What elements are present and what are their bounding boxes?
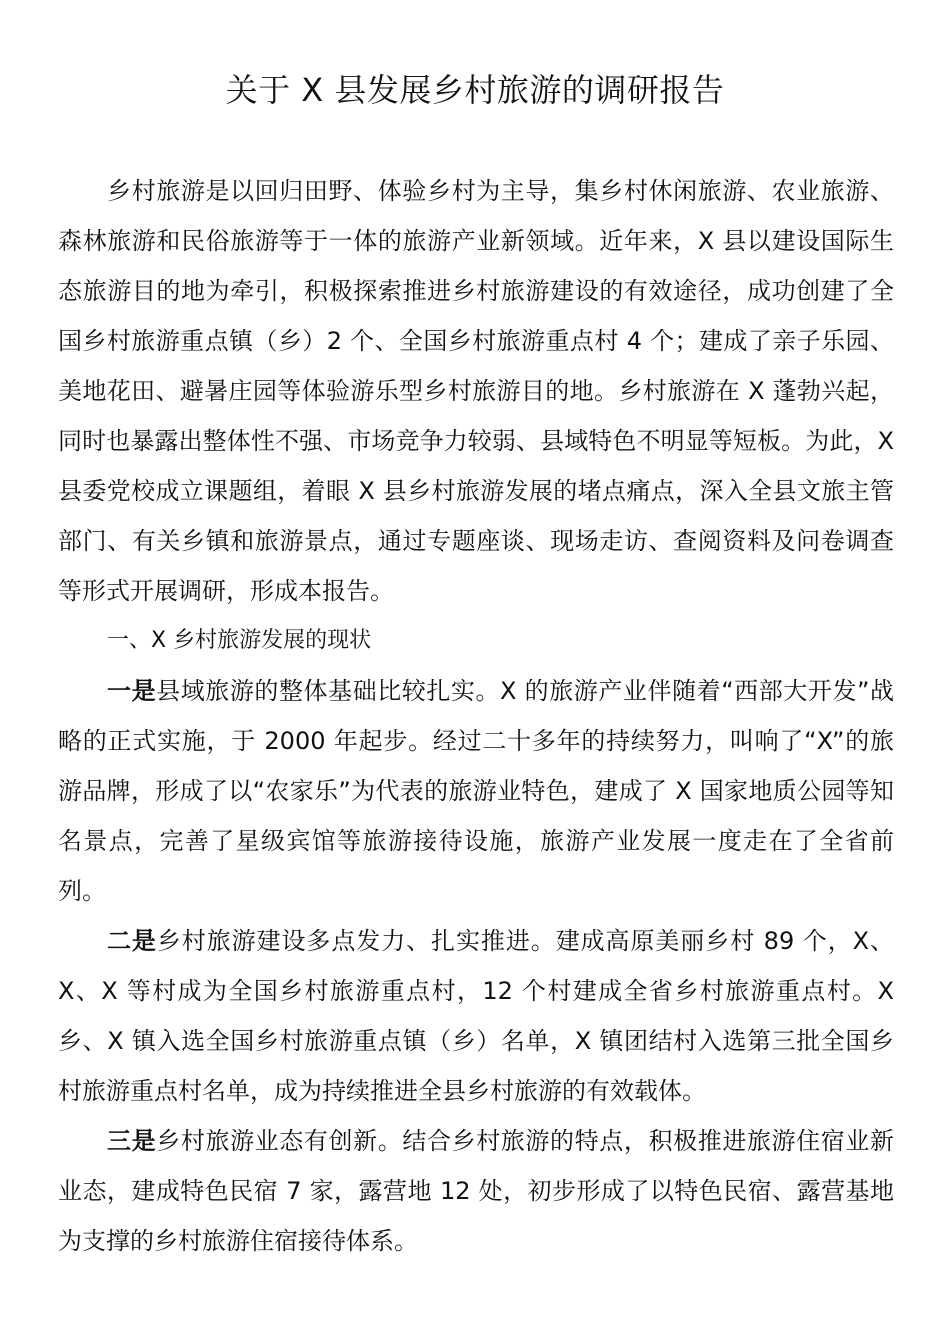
section-heading: 一、X 乡村旅游发展的现状 bbox=[107, 628, 372, 653]
point-paragraph-2 bbox=[58, 916, 894, 1116]
point-paragraph-3 bbox=[58, 1116, 894, 1266]
document-title: 关于 X 县发展乡村旅游的调研报告 bbox=[225, 71, 725, 109]
point-lead-2: 二是 bbox=[107, 927, 157, 955]
point-lead-3: 三是 bbox=[107, 1127, 157, 1155]
point-lead-1: 一是 bbox=[107, 677, 157, 705]
document-body bbox=[58, 166, 894, 1266]
point-paragraph-1 bbox=[58, 666, 894, 916]
point-text-3: 乡村旅游业态有创新。结合乡村旅游的特点，积极推进旅游住宿业新业态，建成特色民宿 7 家，露营地 12 处，初步形成了以特色民宿、露营基地为支撑的乡村旅游住宿接待体系。 bbox=[58, 1127, 895, 1255]
point-text-2: 乡村旅游建设多点发力、扎实推进。建成高原美丽乡村 89 个，X、X、X 等村成为全国乡村旅游重点村，12 个村建成全省乡村旅游重点村。X 乡、X 镇入选全国乡村旅游重点镇（乡）名单，X 镇团结村入选第三批全国乡村旅游重点村名单，成为持续推进全县乡村旅游的有效载体。 bbox=[58, 927, 894, 1105]
intro-paragraph: 乡村旅游是以回归田野、体验乡村为主导，集乡村休闲旅游、农业旅游、森林旅游和民俗旅游等于一体的旅游产业新领域。近年来，X 县以建设国际生态旅游目的地为牵引，积极探索推进乡村旅游建设的有效途径，成功创建了全国乡村旅游重点镇（乡）2 个、全国乡村旅游重点村 4 个；建成了亲子乐园、美地花田、避暑庄园等体验游乐型乡村旅游目的地。乡村旅游在 X 蓬勃兴起，同时也暴露出整体性不强、市场竞争力较弱、县域特色不明显等短板。为此，X 县委党校成立课题组，着眼 X 县乡村旅游发展的堵点痛点，深入全县文旅主管部门、有关乡镇和旅游景点，通过专题座谈、现场走访、查阅资料及问卷调查等形式开展调研，形成本报告。 bbox=[58, 177, 894, 605]
point-text-1: 县域旅游的整体基础比较扎实。X 的旅游产业伴随着“西部大开发”战略的正式实施，于 2000 年起步。经过二十多年的持续努力，叫响了“X”的旅游品牌，形成了以“农家乐”为代表的旅游业特色，建成了 X 国家地质公园等知名景点，完善了星级宾馆等旅游接待设施，旅游产业发展一度走在了全省前列。 bbox=[58, 677, 895, 905]
